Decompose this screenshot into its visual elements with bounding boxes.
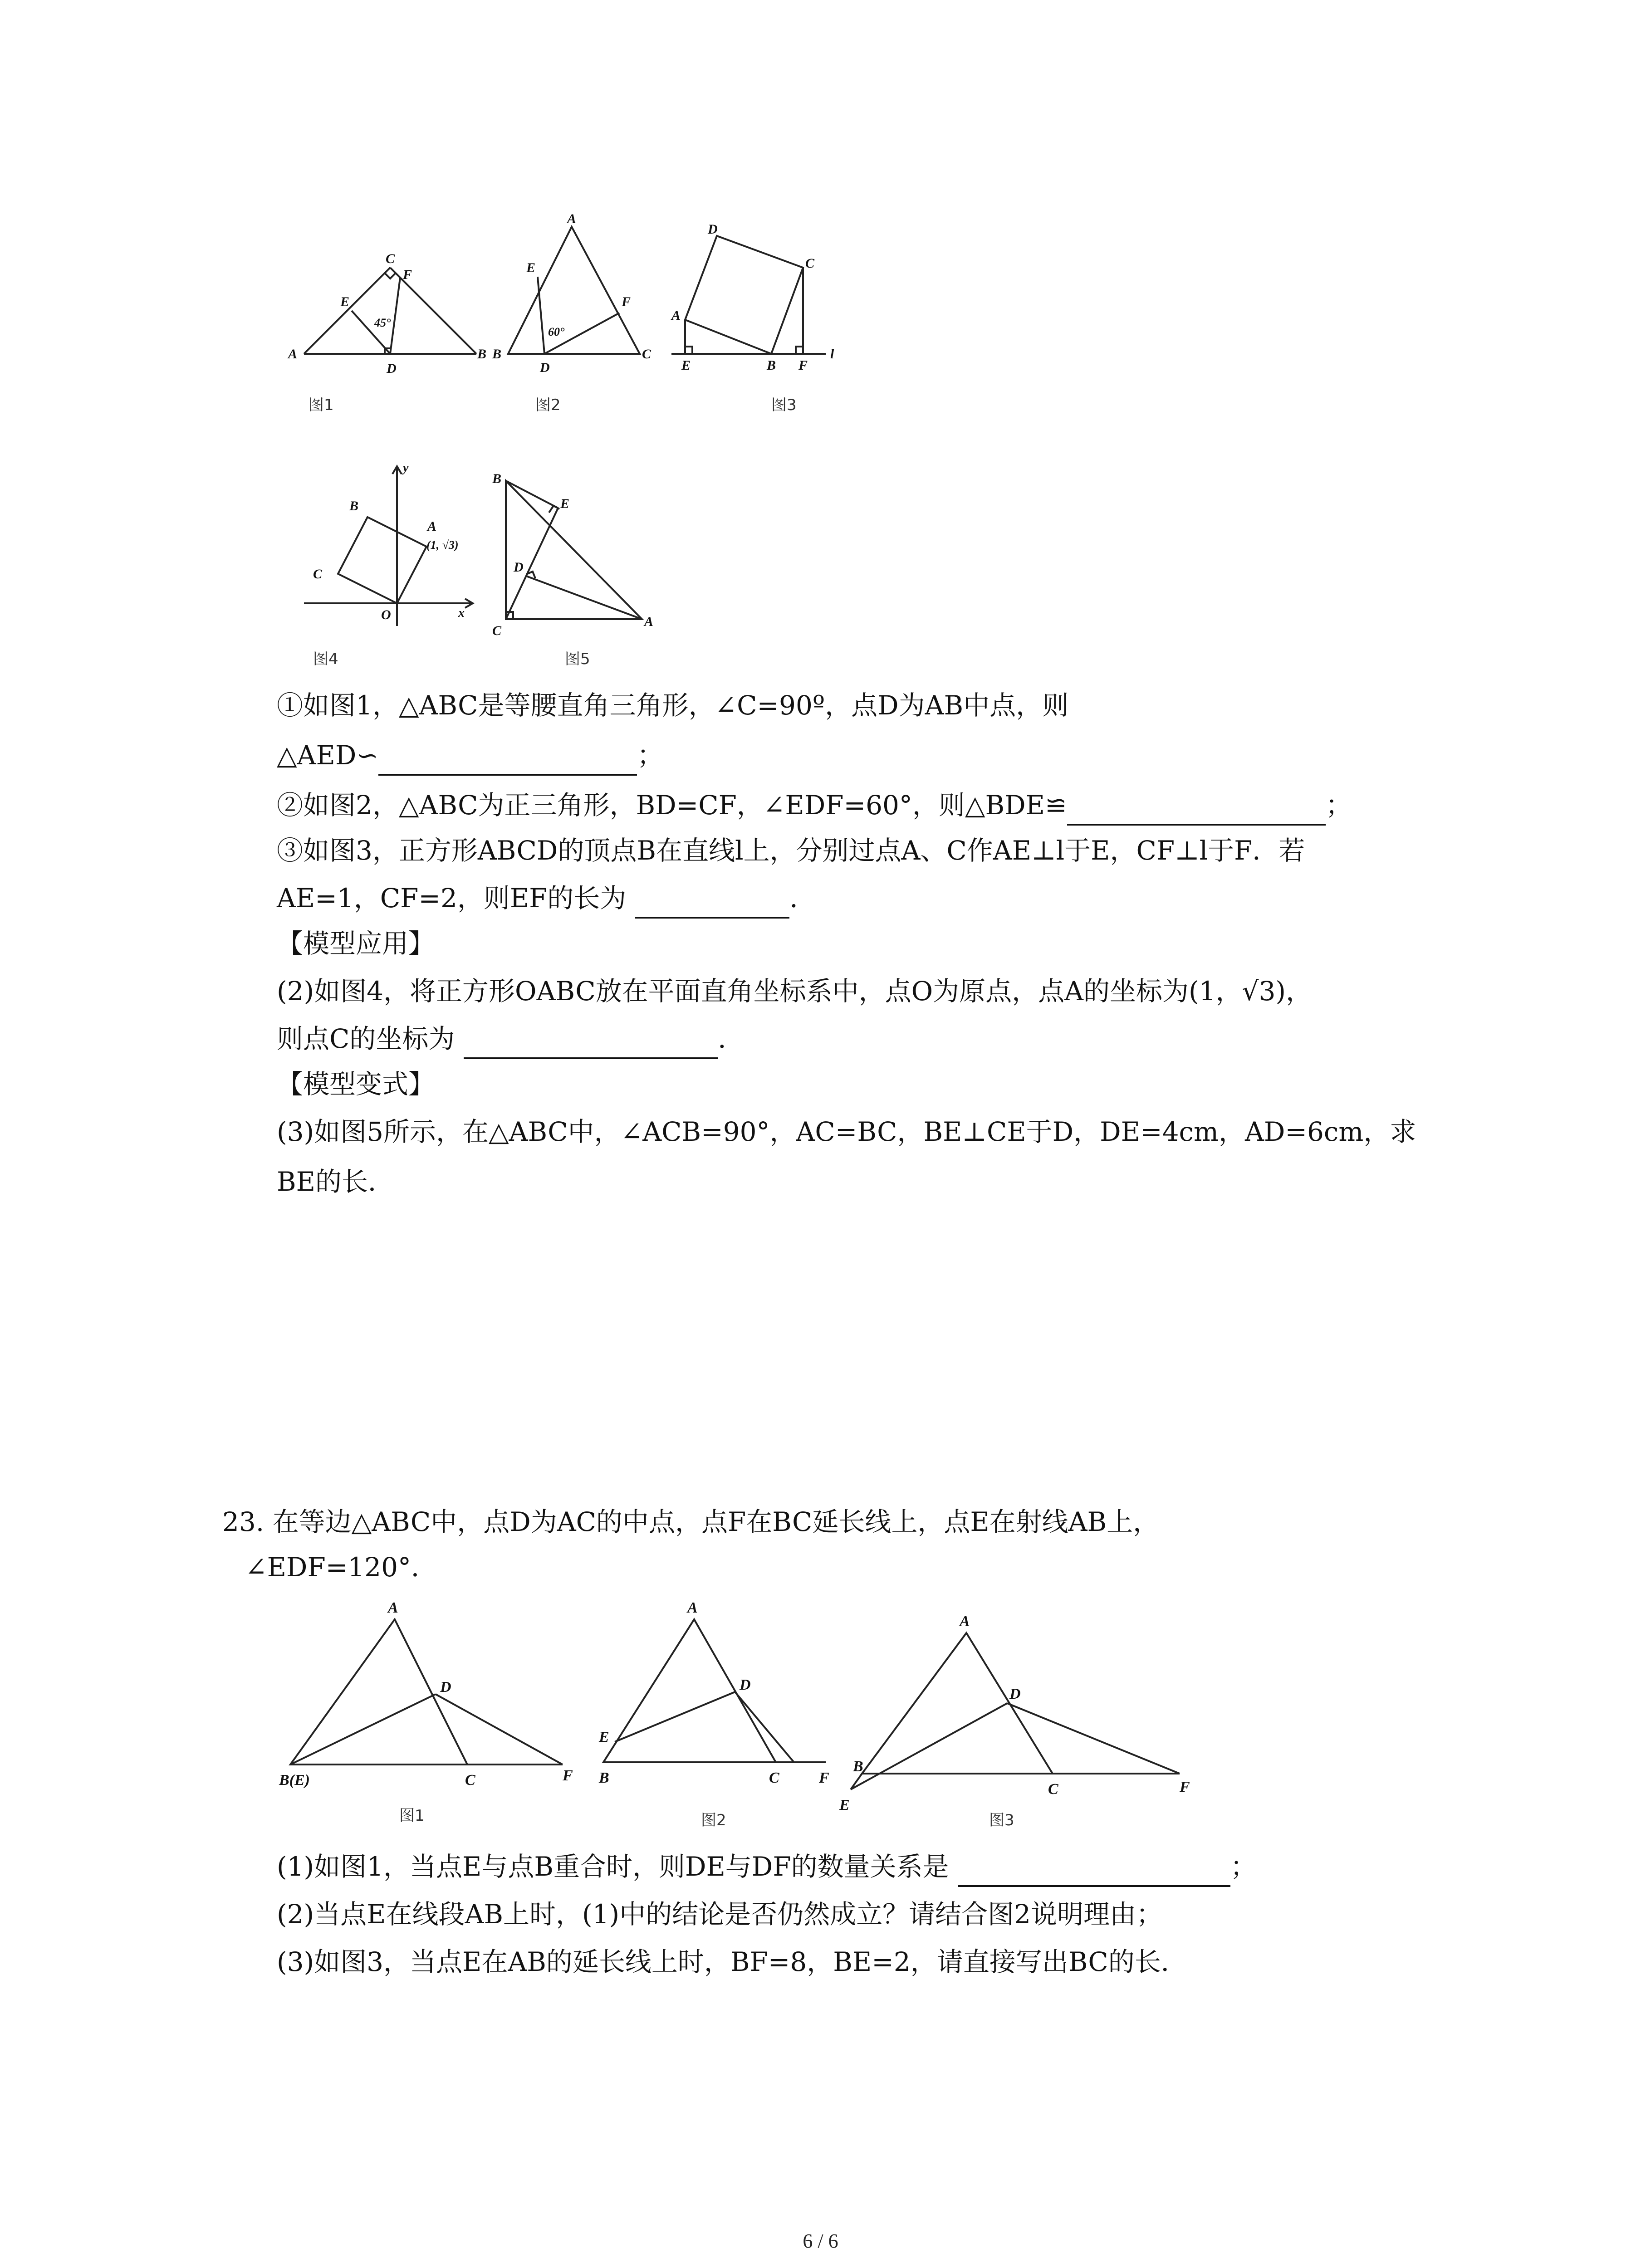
- figure-3: [662, 222, 853, 376]
- fig4-label-b: B: [349, 499, 359, 513]
- q23-fig1-caption: 图1: [399, 1807, 425, 1825]
- q23f2-label-d: D: [740, 1677, 751, 1693]
- fig3-label-d: D: [708, 222, 718, 237]
- fig4-label-c: C: [313, 567, 323, 582]
- fig3-label-c: C: [805, 256, 815, 271]
- q23f1-label-f: F: [563, 1767, 573, 1784]
- fig1-label-d: D: [387, 361, 397, 376]
- q23f1-label-a: A: [388, 1599, 398, 1616]
- fig2-label-e: E: [526, 260, 536, 275]
- q23f2-label-e: E: [599, 1729, 609, 1745]
- q23-figure-1: [272, 1597, 590, 1792]
- q23f3-label-a: A: [960, 1613, 970, 1630]
- fig3-label-a: A: [671, 308, 681, 323]
- fig3-label-l: l: [830, 347, 834, 362]
- q22-line-4: ③如图3，正方形ABCD的顶点B在直线l上，分别过点A、C作AE⊥l于E，CF⊥l于F．若: [277, 835, 1305, 866]
- fig4-coord-label: (1, √3): [426, 538, 459, 552]
- fig2-label-f: F: [622, 294, 631, 309]
- q23f3-label-f: F: [1180, 1779, 1190, 1795]
- q23f1-label-c: C: [465, 1772, 475, 1789]
- q23-part3: (3)如图3，当点E在AB的延长线上时，BF=8，BE=2，请直接写出BC的长．: [277, 1946, 1187, 1977]
- answer-blank-1[interactable]: [378, 746, 637, 776]
- q23-line-2: ∠EDF=120°．: [245, 1552, 437, 1583]
- page-number: 6 / 6: [803, 2230, 838, 2252]
- section-model-variant: 【模型变式】: [277, 1069, 435, 1100]
- fig2-caption: 图2: [535, 396, 561, 414]
- q23f1-label-be: B(E): [279, 1772, 310, 1789]
- answer-blank-5[interactable]: [958, 1857, 1230, 1887]
- q23f2-label-a: A: [687, 1599, 698, 1616]
- q22-part3-line-1: (3)如图5所示，在△ABC中，∠ACB=90°，AC=BC，BE⊥CE于D，DE=4cm，AD=6cm，求: [277, 1116, 1416, 1147]
- q23f3-label-e: E: [839, 1797, 850, 1813]
- q23-line-1: 23. 在等边△ABC中，点D为AC的中点，点F在BC延长线上，点E在射线AB上，: [222, 1506, 1160, 1537]
- figure-5: [485, 463, 667, 640]
- fig2-label-a: A: [567, 211, 577, 226]
- fig1-label-b: B: [477, 347, 487, 362]
- section-model-application: 【模型应用】: [277, 928, 435, 959]
- fig5-label-d: D: [514, 560, 524, 575]
- fig3-caption: 图3: [771, 396, 797, 414]
- fig3-label-b: B: [767, 358, 776, 373]
- q23-part2: (2)当点E在线段AB上时，(1)中的结论是否仍然成立？请结合图2说明理由；: [277, 1899, 1163, 1930]
- q22-part2-line-2: 则点C的坐标为 ．: [277, 1018, 744, 1059]
- q22-line-2: △AED∽ ；: [277, 735, 663, 776]
- fig4-label-x: x: [458, 606, 465, 620]
- figure-4: [295, 458, 485, 631]
- q22-part2-line-1: (2)如图4，将正方形OABC放在平面直角坐标系中，点O为原点，点A的坐标为(1，√3)，: [277, 976, 1313, 1007]
- q23f3-label-b: B: [853, 1758, 863, 1775]
- fig1-label-c: C: [386, 251, 395, 266]
- fig1-label-a: A: [288, 347, 298, 362]
- q22-part3-line-2: BE的长．: [277, 1166, 394, 1197]
- q23-figure-2: [590, 1592, 844, 1792]
- q23-figure-3: [835, 1597, 1207, 1819]
- q22-line-5: AE=1，CF=2，则EF的长为 ．: [277, 878, 816, 919]
- fig1-angle-label: 45°: [374, 316, 391, 329]
- q23f3-label-d: D: [1009, 1686, 1021, 1702]
- q23-fig3-caption: 图3: [989, 1811, 1014, 1829]
- q23f2-label-c: C: [769, 1769, 779, 1786]
- fig5-label-c: C: [492, 623, 502, 638]
- fig1-label-e: E: [340, 294, 350, 309]
- fig4-caption: 图4: [313, 650, 338, 668]
- fig4-label-o: O: [381, 607, 391, 622]
- q22-line-3: ②如图2，△ABC为正三角形，BD=CF，∠EDF=60°，则△BDE≌ ；: [277, 785, 1352, 826]
- q23f2-label-f: F: [819, 1769, 829, 1786]
- figure-2: [490, 213, 662, 376]
- q23-fig2-caption: 图2: [701, 1811, 726, 1829]
- fig1-caption: 图1: [309, 396, 334, 414]
- q23f1-label-d: D: [440, 1679, 451, 1696]
- fig2-label-b: B: [492, 347, 502, 362]
- fig4-label-y: y: [403, 461, 409, 475]
- q23f2-label-b: B: [599, 1769, 609, 1786]
- answer-blank-3[interactable]: [635, 889, 789, 919]
- fig4-label-a: A: [427, 519, 437, 534]
- fig2-label-d: D: [540, 360, 550, 375]
- fig3-label-f: F: [798, 358, 808, 373]
- q23f3-label-c: C: [1048, 1781, 1058, 1798]
- fig2-angle-label: 60°: [548, 325, 565, 338]
- fig1-label-f: F: [403, 267, 412, 282]
- fig5-label-b: B: [492, 471, 502, 486]
- q22-line-1: ①如图1，△ABC是等腰直角三角形，∠C=90º，点D为AB中点，则: [277, 690, 1069, 721]
- fig5-caption: 图5: [565, 650, 590, 668]
- answer-blank-2[interactable]: [1067, 796, 1326, 826]
- figure-1: [281, 245, 490, 376]
- fig3-label-e: E: [681, 358, 691, 373]
- q23-part1: (1)如图1，当点E与点B重合时，则DE与DF的数量关系是 ；: [277, 1846, 1257, 1887]
- fig5-label-a: A: [644, 614, 654, 629]
- fig5-label-e: E: [560, 496, 570, 511]
- answer-blank-4[interactable]: [464, 1029, 718, 1059]
- fig2-label-c: C: [642, 347, 652, 362]
